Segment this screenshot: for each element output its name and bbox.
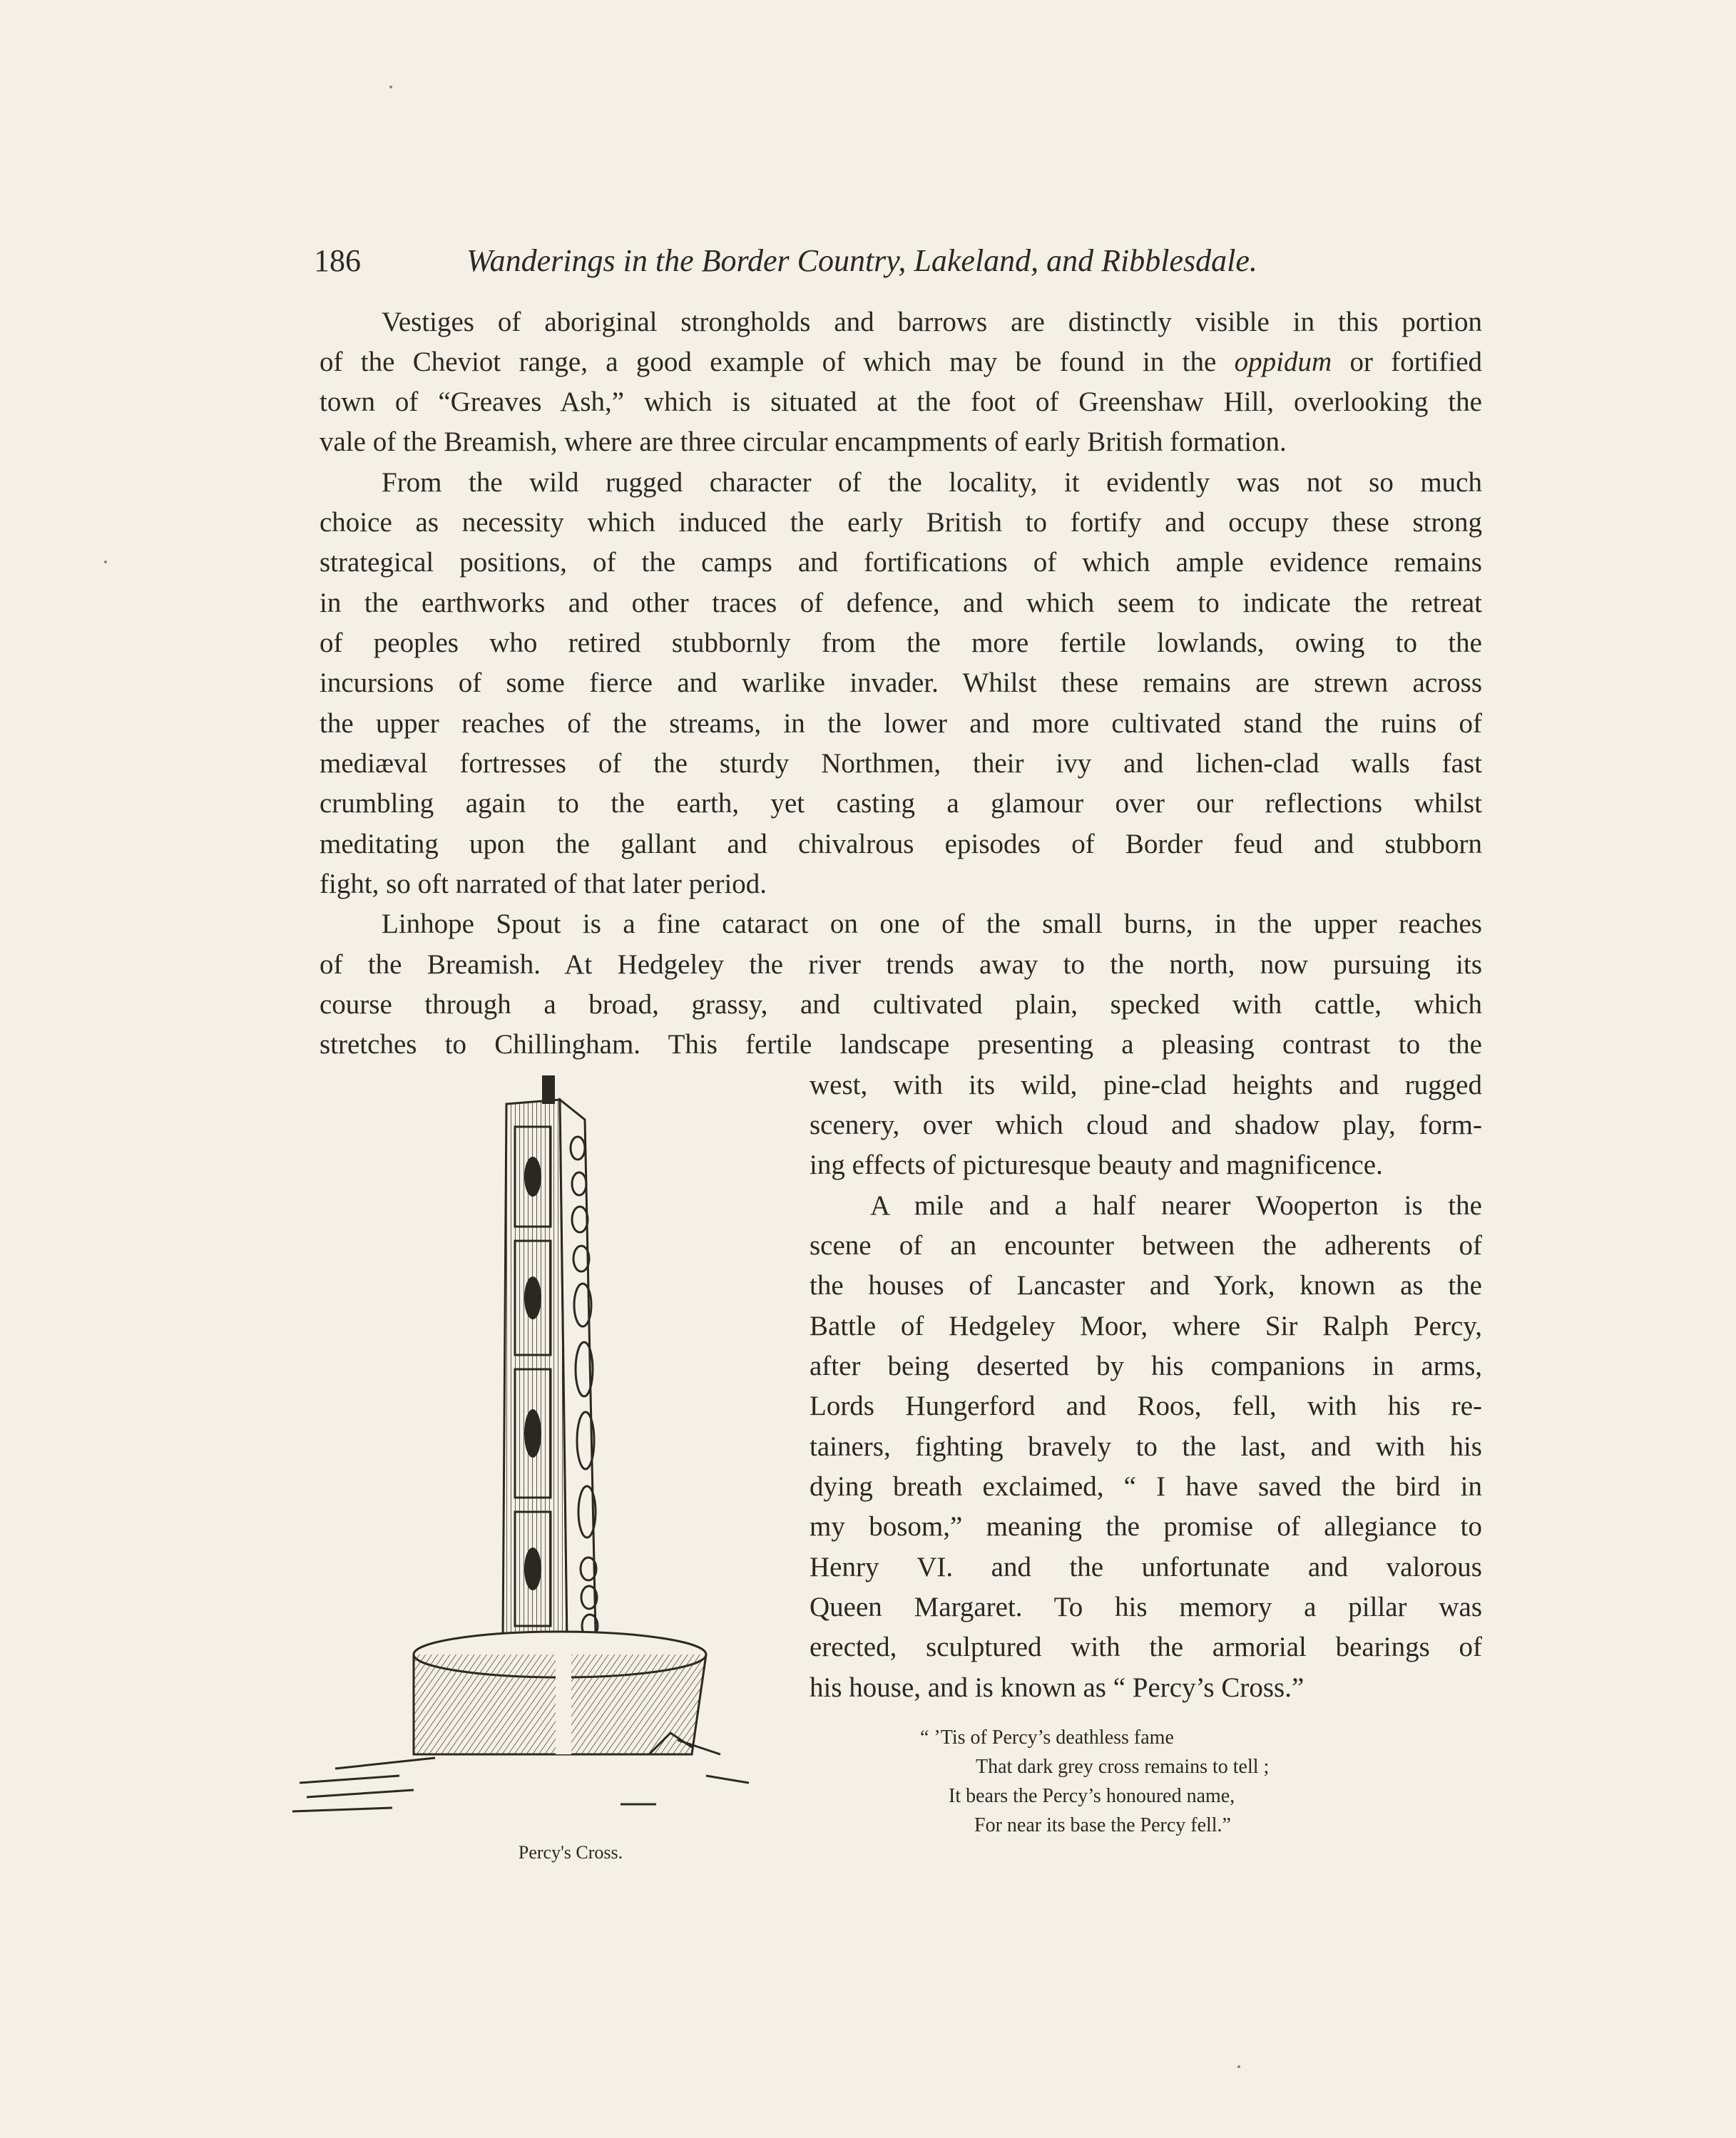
text-line: choice as necessity which induced the early British to fortify and occupy these strong <box>320 507 1482 538</box>
text-line: stretches to Chillingham. This fertile landscape presenting a pleasing contrast to the <box>320 1029 1482 1060</box>
text-segment: or fortified <box>1349 347 1483 377</box>
text-line: incursions of some fierce and warlike invader. Whilst these remains are strewn across <box>320 668 1482 698</box>
text-line: From the wild rugged character of the locality, it evidently was not so much <box>382 467 1482 498</box>
text-line: the upper reaches of the streams, in the lower and more cultivated stand the ruins of <box>320 708 1482 739</box>
text-line: of the Breamish. At Hedgeley the river trends away to the north, now pursuing its <box>320 949 1482 980</box>
text-line: Vestiges of aboriginal strongholds and barrows are distinctly visible in this portion <box>382 307 1482 337</box>
paper-speck <box>1237 2065 1240 2068</box>
text-line: scene of an encounter between the adherents of <box>810 1230 1482 1261</box>
text-segment: of the Cheviot range, a good example of which may be found in the <box>320 347 1217 377</box>
text-line: in the earthworks and other traces of defence, and which seem to indicate the retreat <box>320 588 1482 618</box>
text-line: scenery, over which cloud and shadow play, form- <box>810 1110 1482 1140</box>
text-line: tainers, fighting bravely to the last, and with his <box>810 1431 1482 1462</box>
text-line: Queen Margaret. To his memory a pillar was <box>810 1592 1482 1622</box>
text-line: vale of the Breamish, where are three circular encampments of early British formation. <box>320 426 1287 457</box>
italic-term: oppidum <box>1234 347 1332 377</box>
running-head <box>314 240 1334 282</box>
verse-line: “ ’Tis of Percy’s deathless fame <box>920 1727 1174 1749</box>
page-number: 186 <box>314 243 361 278</box>
text-line: dying breath exclaimed, “ I have saved the bird in <box>810 1471 1482 1502</box>
percys-cross-illustration <box>292 1070 813 1840</box>
text-line: fight, so oft narrated of that later period. <box>320 869 767 899</box>
text-line: the houses of Lancaster and York, known as the <box>810 1270 1482 1301</box>
figure-caption: Percy's Cross. <box>518 1842 623 1863</box>
text-line: west, with its wild, pine-clad heights and rugged <box>810 1070 1482 1100</box>
text-line: meditating upon the gallant and chivalrous episodes of Border feud and stubborn <box>320 829 1482 859</box>
text-line: course through a broad, grassy, and cultivated plain, specked with cattle, which <box>320 989 1482 1020</box>
text-line: crumbling again to the earth, yet casting a glamour over our reflections whilst <box>320 788 1482 819</box>
text-line: of peoples who retired stubbornly from the more fertile lowlands, owing to the <box>320 628 1482 658</box>
text-line: town of “Greaves Ash,” which is situated at the foot of Greenshaw Hill, overlooking the <box>320 387 1482 417</box>
text-line: erected, sculptured with the armorial bearings of <box>810 1632 1482 1662</box>
text-line: after being deserted by his companions in arms, <box>810 1351 1482 1381</box>
text-line: mediæval fortresses of the sturdy Northmen, their ivy and lichen-clad walls fast <box>320 748 1482 779</box>
text-line: Battle of Hedgeley Moor, where Sir Ralph Percy, <box>810 1311 1482 1341</box>
paper-speck <box>104 561 107 563</box>
text-line: strategical positions, of the camps and fortifications of which ample evidence remains <box>320 547 1482 578</box>
verse-line: It bears the Percy’s honoured name, <box>949 1785 1235 1807</box>
running-title: Wanderings in the Border Country, Lakeland, and Ribblesdale. <box>466 243 1257 278</box>
text-line: my bosom,” meaning the promise of allegiance to <box>810 1511 1482 1542</box>
verse-line: For near its base the Percy fell.” <box>974 1814 1231 1836</box>
paper-speck <box>389 86 392 88</box>
cross-engraving <box>292 1070 813 1840</box>
text-line: A mile and a half nearer Wooperton is the <box>870 1190 1482 1221</box>
text-line: his house, and is known as “ Percy’s Cross.” <box>810 1672 1304 1703</box>
verse-quotation <box>920 1723 1419 1840</box>
text-line: ing effects of picturesque beauty and magnificence. <box>810 1150 1383 1180</box>
text-line: Henry VI. and the unfortunate and valorous <box>810 1552 1482 1582</box>
text-line: Linhope Spout is a fine cataract on one of the small burns, in the upper reaches <box>382 909 1482 939</box>
text-line: Lords Hungerford and Roos, fell, with his re- <box>810 1391 1482 1421</box>
text-line <box>320 342 1482 382</box>
verse-line: That dark grey cross remains to tell ; <box>976 1756 1270 1778</box>
